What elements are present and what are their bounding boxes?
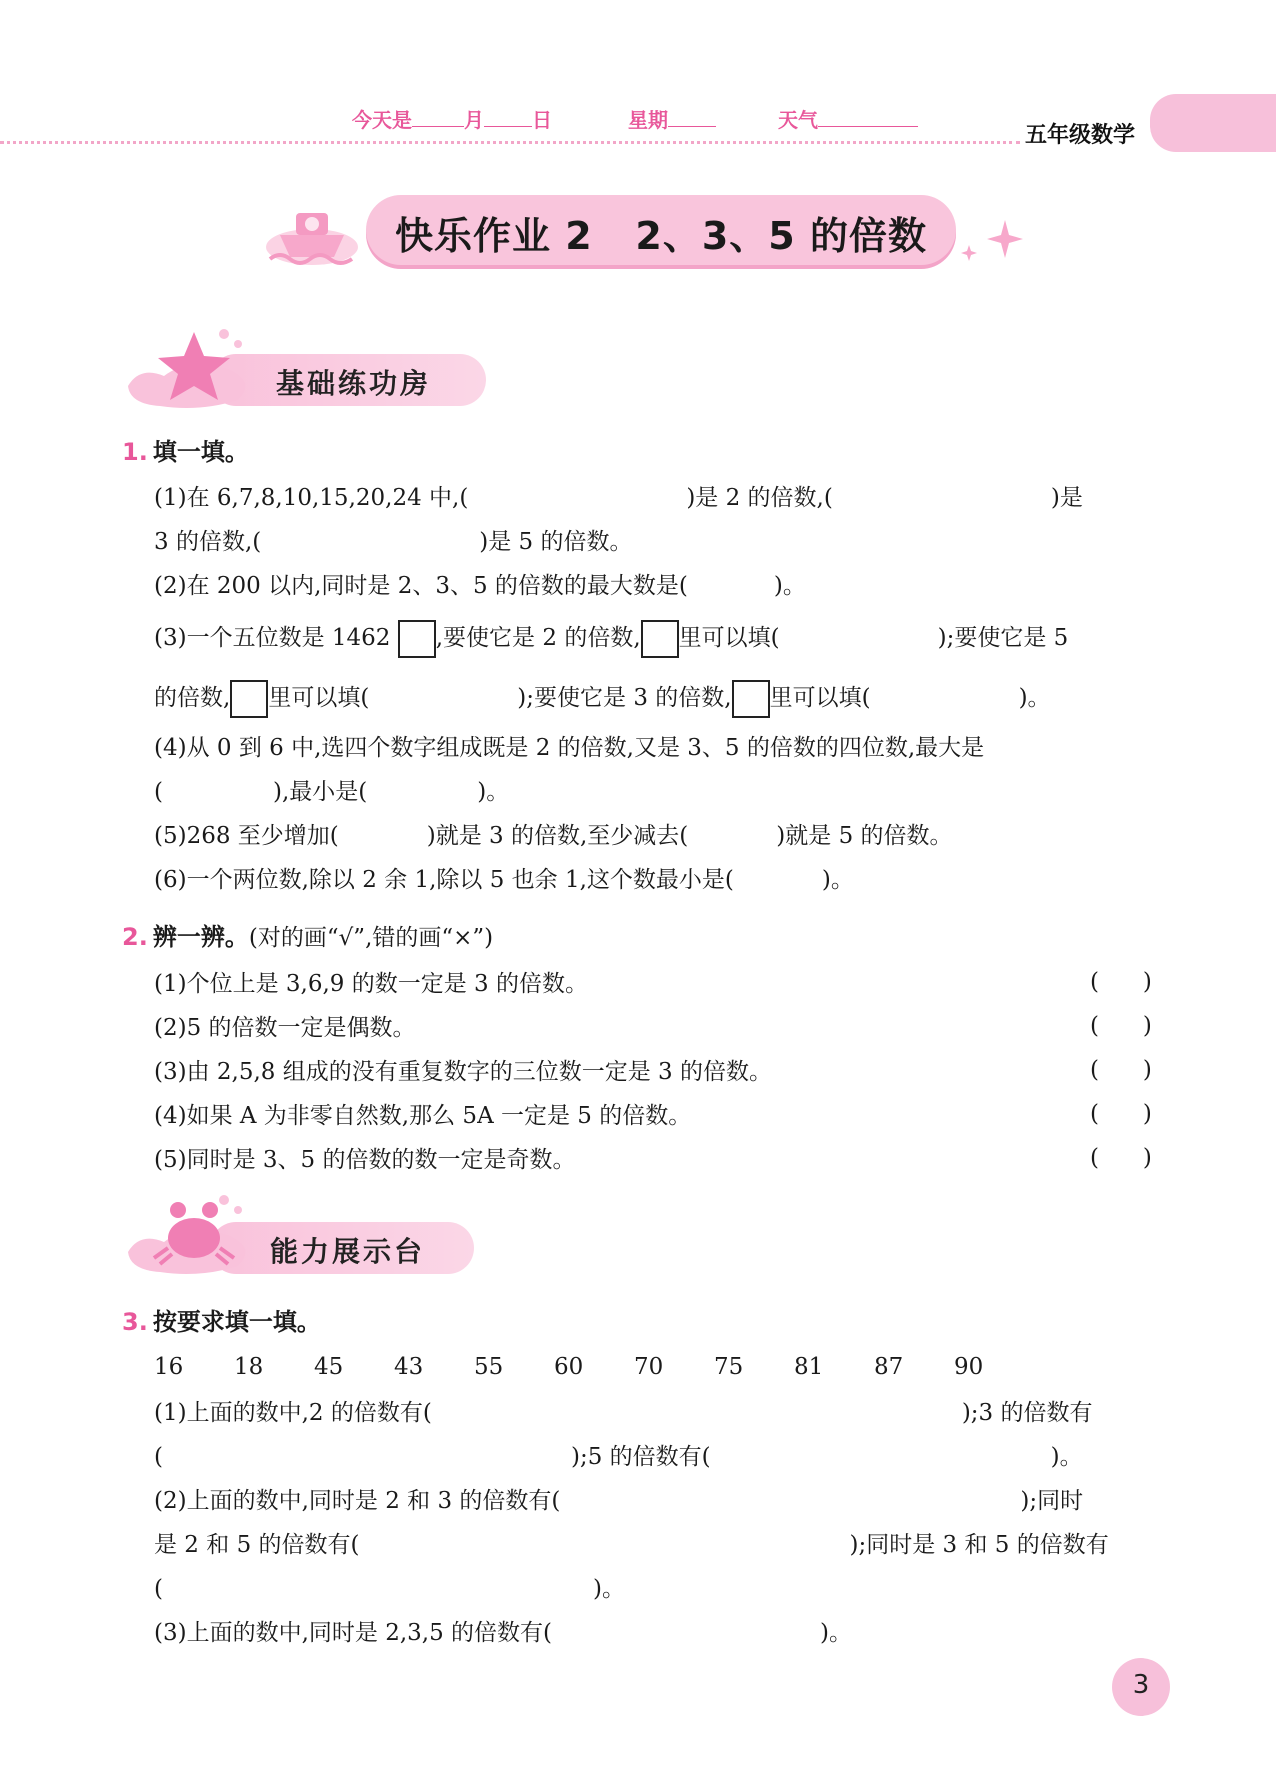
judge-paren[interactable]: ( ) [1090, 1145, 1152, 1171]
digit-box[interactable] [641, 620, 679, 658]
question-2-heading: 2. 辨一辨。(对的画“√”,错的画“×”) [122, 923, 494, 951]
starfish-icon [120, 326, 260, 412]
q1-line6: (4)从 0 到 6 中,选四个数字组成既是 2 的倍数,又是 3、5 的倍数的四位数,最大是 [154, 735, 985, 761]
weekday-line: 星期 [628, 104, 716, 133]
number-item: 18 [234, 1354, 264, 1380]
number-item: 16 [154, 1354, 184, 1380]
digit-box[interactable] [230, 680, 268, 718]
q3-line1: (1)上面的数中,2 的倍数有( );3 的倍数有 [154, 1400, 1093, 1426]
ship-icon [262, 195, 362, 270]
number-item: 75 [714, 1354, 744, 1380]
judge-paren[interactable]: ( ) [1090, 1101, 1152, 1127]
number-item: 60 [554, 1354, 584, 1380]
header-divider [0, 141, 1020, 144]
q1-line8: (5)268 至少增加( )就是 3 的倍数,至少减去( )就是 5 的倍数。 [154, 823, 953, 849]
crab-icon [120, 1192, 260, 1278]
q3-line5: ( )。 [154, 1576, 625, 1602]
number-item: 70 [634, 1354, 664, 1380]
q1-line7: ( ),最小是( )。 [154, 779, 510, 805]
q2-item-3: (3)由 2,5,8 组成的没有重复数字的三位数一定是 3 的倍数。 [154, 1059, 772, 1085]
q1-line2: 3 的倍数,( )是 5 的倍数。 [154, 529, 633, 555]
number-item: 81 [794, 1354, 824, 1380]
page-number: 3 [1132, 1670, 1150, 1700]
question-1-heading: 1. 填一填。 [122, 438, 249, 466]
q1-line1: (1)在 6,7,8,10,15,20,24 中,( )是 2 的倍数,( )是 [154, 485, 1083, 511]
number-item: 43 [394, 1354, 424, 1380]
number-item: 90 [954, 1354, 984, 1380]
number-item: 55 [474, 1354, 504, 1380]
q1-line9: (6)一个两位数,除以 2 余 1,除以 5 也余 1,这个数最小是( )。 [154, 867, 854, 893]
number-item: 87 [874, 1354, 904, 1380]
q1-line5: 的倍数, 里可以填( );要使它是 3 的倍数, 里可以填( )。 [154, 680, 1051, 718]
judge-paren[interactable]: ( ) [1090, 1013, 1152, 1039]
blank[interactable] [818, 108, 918, 127]
q3-line3: (2)上面的数中,同时是 2 和 3 的倍数有( );同时 [154, 1488, 1084, 1514]
q2-item-4: (4)如果 A 为非零自然数,那么 5A 一定是 5 的倍数。 [154, 1103, 692, 1129]
q3-line2: ( );5 的倍数有( )。 [154, 1444, 1083, 1470]
sparkle-icon [955, 215, 1025, 265]
section-title-ability: 能力展示台 [270, 1235, 426, 1268]
grade-tab [1150, 94, 1276, 152]
digit-box[interactable] [398, 620, 436, 658]
blank[interactable] [412, 108, 464, 127]
number-item: 45 [314, 1354, 344, 1380]
question-3-heading: 3. 按要求填一填。 [122, 1308, 321, 1336]
page-title: 快乐作业 2 2、3、5 的倍数 [395, 214, 927, 258]
q3-line6: (3)上面的数中,同时是 2,3,5 的倍数有( )。 [154, 1620, 852, 1646]
judge-paren[interactable]: ( ) [1090, 969, 1152, 995]
q2-item-1: (1)个位上是 3,6,9 的数一定是 3 的倍数。 [154, 971, 588, 997]
judge-paren[interactable]: ( ) [1090, 1057, 1152, 1083]
q1-line4: (3)一个五位数是 1462 ,要使它是 2 的倍数, 里可以填( );要使它是 5 [154, 620, 1068, 658]
section-title-basic: 基础练功房 [276, 367, 432, 400]
date-line: 今天是 月 日 [352, 108, 552, 132]
q1-line3: (2)在 200 以内,同时是 2、3、5 的倍数的最大数是( )。 [154, 573, 806, 599]
q2-item-2: (2)5 的倍数一定是偶数。 [154, 1015, 416, 1041]
blank[interactable] [484, 108, 532, 127]
q3-line4: 是 2 和 5 的倍数有( );同时是 3 和 5 的倍数有 [154, 1532, 1109, 1558]
q2-item-5: (5)同时是 3、5 的倍数的数一定是奇数。 [154, 1147, 576, 1173]
weather-line: 天气 [778, 104, 918, 133]
digit-box[interactable] [732, 680, 770, 718]
blank[interactable] [668, 108, 716, 127]
grade-label: 五年级数学 [1025, 123, 1136, 148]
